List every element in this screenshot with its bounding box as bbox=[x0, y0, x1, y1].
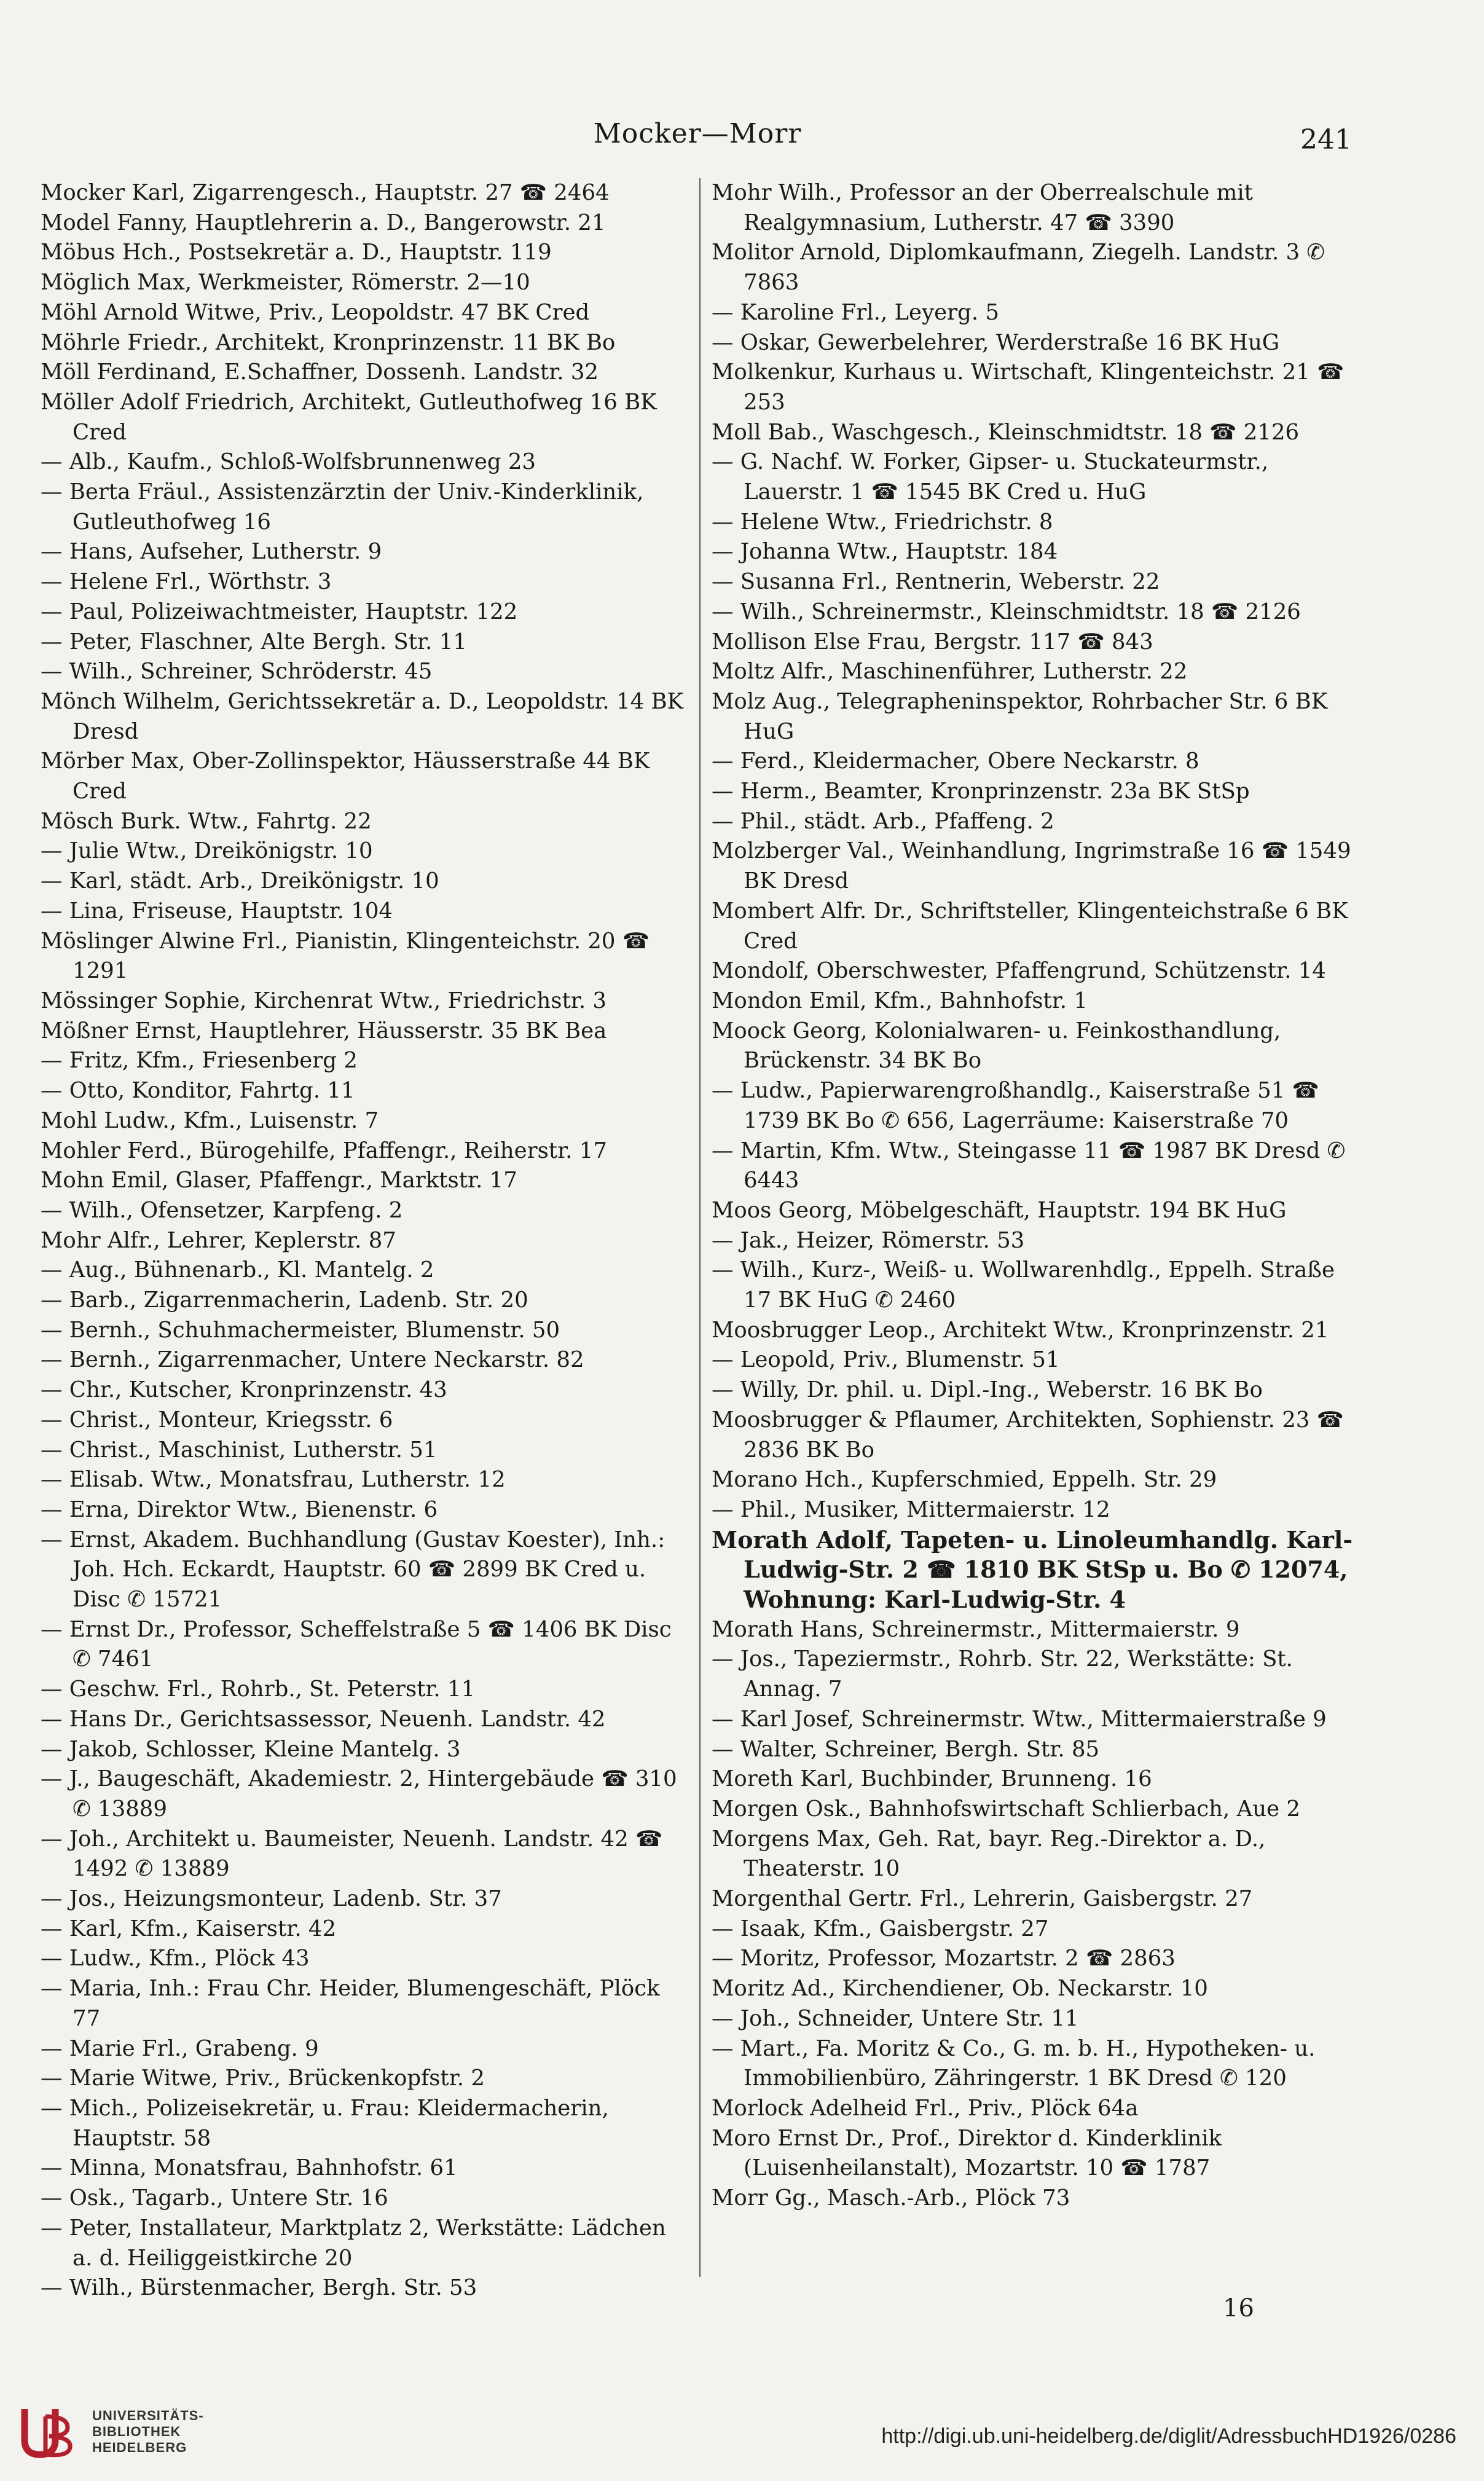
directory-entry: Mondon Emil, Kfm., Bahnhofstr. 1 bbox=[712, 988, 1088, 1013]
directory-entry: — Minna, Monatsfrau, Bahnhofstr. 61 bbox=[41, 2155, 458, 2181]
directory-entry: — G. Nachf. W. Forker, Gipser- u. Stuckateurmstr., Lauerstr. 1 ☎ 1545 BK Cred u. HuG bbox=[712, 449, 1269, 505]
directory-entry: Mohn Emil, Glaser, Pfaffengr., Marktstr. 17 bbox=[41, 1168, 517, 1193]
directory-entry: — Johanna Wtw., Hauptstr. 184 bbox=[712, 539, 1058, 565]
directory-entry: — Fritz, Kfm., Friesenberg 2 bbox=[41, 1048, 358, 1074]
directory-entry: Möhrle Friedr., Architekt, Kronprinzenstr. 11 BK Bo bbox=[41, 329, 616, 355]
directory-entry: Morgenthal Gertr. Frl., Lehrerin, Gaisbergstr. 27 bbox=[712, 1886, 1253, 1912]
left-column bbox=[41, 178, 699, 2301]
directory-entry: — Elisab. Wtw., Monatsfrau, Lutherstr. 12 bbox=[41, 1467, 506, 1493]
directory-entry: Moltz Alfr., Maschinenführer, Lutherstr. 22 bbox=[712, 659, 1188, 685]
directory-entry: — Ludw., Papierwarengroßhandlg., Kaiserstraße 51 ☎ 1739 BK Bo ✆ 656, Lagerräume: Kaiserstraße 70 bbox=[712, 1078, 1319, 1133]
directory-entry: Moll Bab., Waschgesch., Kleinschmidtstr. 18 ☎ 2126 bbox=[712, 419, 1300, 445]
directory-entry: Möll Ferdinand, E.Schaffner, Dossenh. Landstr. 32 bbox=[41, 360, 599, 385]
directory-entry: Model Fanny, Hauptlehrerin a. D., Bangerowstr. 21 bbox=[41, 210, 606, 235]
directory-entry: — Bernh., Schuhmachermeister, Blumenstr. 50 bbox=[41, 1317, 560, 1343]
source-url-link[interactable]: http://digi.ub.uni-heidelberg.de/diglit/AdressbuchHD1926/0286 bbox=[881, 2424, 1456, 2448]
directory-entry: — Jos., Tapeziermstr., Rohrb. Str. 22, Werkstätte: St. Annag. 7 bbox=[712, 1646, 1293, 1702]
page-header bbox=[43, 112, 1352, 161]
directory-entry: — Peter, Installateur, Marktplatz 2, Werkstätte: Lädchen a. d. Heiliggeistkirche 20 bbox=[41, 2215, 666, 2271]
directory-entry: — Wilh., Ofensetzer, Karpfeng. 2 bbox=[41, 1197, 403, 1223]
directory-entry: — Alb., Kaufm., Schloß-Wolfsbrunnenweg 23 bbox=[41, 449, 536, 475]
directory-entry: Morr Gg., Masch.-Arb., Plöck 73 bbox=[712, 2185, 1070, 2211]
directory-entry: — Mich., Polizeisekretär, u. Frau: Kleidermacherin, Hauptstr. 58 bbox=[41, 2096, 609, 2151]
directory-entry: — Osk., Tagarb., Untere Str. 16 bbox=[41, 2185, 388, 2211]
directory-entry: Morgen Osk., Bahnhofswirtschaft Schlierbach, Aue 2 bbox=[712, 1796, 1300, 1822]
directory-entry: — Martin, Kfm. Wtw., Steingasse 11 ☎ 1987 BK Dresd ✆ 6443 bbox=[712, 1138, 1346, 1193]
library-name-line: BIBLIOTHEK bbox=[92, 2424, 181, 2439]
page-number: 241 bbox=[1300, 124, 1352, 155]
directory-entry: Moosbrugger & Pflaumer, Architekten, Sophienstr. 23 ☎ 2836 BK Bo bbox=[712, 1407, 1344, 1463]
directory-entry: — Erna, Direktor Wtw., Bienenstr. 6 bbox=[41, 1496, 438, 1522]
directory-entry: — Bernh., Zigarrenmacher, Untere Neckarstr. 82 bbox=[41, 1347, 584, 1373]
directory-entry: — Wilh., Schreinermstr., Kleinschmidtstr. 18 ☎ 2126 bbox=[712, 599, 1301, 624]
directory-entry: — Mart., Fa. Moritz & Co., G. m. b. H., Hypotheken- u. Immobilienbüro, Zähringerstr. 1 BK Dresd ✆ 120 bbox=[712, 2035, 1316, 2091]
directory-entry: — J., Baugeschäft, Akademiestr. 2, Hintergebäude ☎ 310 ✆ 13889 bbox=[41, 1766, 677, 1822]
directory-entry: — Wilh., Schreiner, Schröderstr. 45 bbox=[41, 659, 433, 685]
directory-entry: — Marie Frl., Grabeng. 9 bbox=[41, 2035, 319, 2061]
directory-entry: — Paul, Polizeiwachtmeister, Hauptstr. 122 bbox=[41, 599, 518, 624]
directory-entry: Mohr Alfr., Lehrer, Keplerstr. 87 bbox=[41, 1227, 396, 1253]
sheet-signature: 16 bbox=[1223, 2294, 1254, 2322]
directory-entry: Molzberger Val., Weinhandlung, Ingrimstraße 16 ☎ 1549 BK Dresd bbox=[712, 838, 1351, 894]
directory-entry: Moritz Ad., Kirchendiener, Ob. Neckarstr. 10 bbox=[712, 1976, 1208, 2002]
directory-entry: — Walter, Schreiner, Bergh. Str. 85 bbox=[712, 1736, 1100, 1762]
directory-entry: — Wilh., Bürstenmacher, Bergh. Str. 53 bbox=[41, 2275, 477, 2301]
directory-entry: — Susanna Frl., Rentnerin, Weberstr. 22 bbox=[712, 569, 1160, 595]
directory-entry: — Christ., Monteur, Kriegsstr. 6 bbox=[41, 1407, 393, 1433]
directory-entry: — Wilh., Kurz-, Weiß- u. Wollwarenhdlg., Eppelh. Straße 17 BK HuG ✆ 2460 bbox=[712, 1257, 1335, 1313]
directory-entry: Mohl Ludw., Kfm., Luisenstr. 7 bbox=[41, 1107, 379, 1133]
university-library-logo-icon bbox=[12, 2398, 80, 2466]
directory-entry: Moreth Karl, Buchbinder, Brunneng. 16 bbox=[712, 1766, 1152, 1792]
library-name bbox=[92, 2408, 204, 2456]
directory-entry: — Hans Dr., Gerichtsassessor, Neuenh. Landstr. 42 bbox=[41, 1706, 606, 1732]
library-name-line: HEIDELBERG bbox=[92, 2440, 187, 2455]
directory-entry: — Moritz, Professor, Mozartstr. 2 ☎ 2863 bbox=[712, 1946, 1176, 1972]
directory-entry: — Jos., Heizungsmonteur, Ladenb. Str. 37 bbox=[41, 1886, 502, 1912]
directory-entry: — Jakob, Schlosser, Kleine Mantelg. 3 bbox=[41, 1736, 461, 1762]
directory-entry: Mörber Max, Ober-Zollinspektor, Häusserstraße 44 BK Cred bbox=[41, 749, 650, 804]
directory-entry: Molz Aug., Telegrapheninspektor, Rohrbacher Str. 6 BK HuG bbox=[712, 688, 1328, 744]
directory-entry: — Christ., Maschinist, Lutherstr. 51 bbox=[41, 1437, 438, 1463]
directory-entry: Möbus Hch., Postsekretär a. D., Hauptstr. 119 bbox=[41, 240, 552, 265]
directory-entry: Möller Adolf Friedrich, Architekt, Gutleuthofweg 16 BK Cred bbox=[41, 389, 657, 445]
directory-entry: — Leopold, Priv., Blumenstr. 51 bbox=[712, 1347, 1060, 1373]
directory-entry: — Joh., Architekt u. Baumeister, Neuenh. Landstr. 42 ☎ 1492 ✆ 13889 bbox=[41, 1826, 663, 1882]
directory-entry: Morgens Max, Geh. Rat, bayr. Reg.-Direktor a. D., Theaterstr. 10 bbox=[712, 1826, 1266, 1882]
directory-entry: — Karoline Frl., Leyerg. 5 bbox=[712, 299, 999, 325]
directory-entry: Mohler Ferd., Bürogehilfe, Pfaffengr., Reiherstr. 17 bbox=[41, 1138, 607, 1163]
directory-entry: — Isaak, Kfm., Gaisbergstr. 27 bbox=[712, 1916, 1049, 1941]
directory-entry: — Karl, städt. Arb., Dreikönigstr. 10 bbox=[41, 868, 439, 894]
directory-entry: — Ferd., Kleidermacher, Obere Neckarstr. 8 bbox=[712, 749, 1199, 774]
directory-entry: Molitor Arnold, Diplomkaufmann, Ziegelh. Landstr. 3 ✆ 7863 bbox=[712, 240, 1325, 296]
directory-entry: — Karl Josef, Schreinermstr. Wtw., Mittermaierstraße 9 bbox=[712, 1706, 1327, 1732]
directory-entry: — Jak., Heizer, Römerstr. 53 bbox=[712, 1227, 1025, 1253]
directory-entry: — Geschw. Frl., Rohrb., St. Peterstr. 11 bbox=[41, 1677, 476, 1702]
directory-entry: Mollison Else Frau, Bergstr. 117 ☎ 843 bbox=[712, 629, 1153, 655]
directory-entry: — Phil., Musiker, Mittermaierstr. 12 bbox=[712, 1496, 1110, 1522]
directory-entry: — Hans, Aufseher, Lutherstr. 9 bbox=[41, 539, 382, 565]
directory-entry: Moro Ernst Dr., Prof., Direktor d. Kinderklinik (Luisenheilanstalt), Mozartstr. 10 ☎ 1787 bbox=[712, 2125, 1222, 2181]
directory-entry: Mohr Wilh., Professor an der Oberrealschule mit Realgymnasium, Lutherstr. 47 ☎ 3390 bbox=[712, 180, 1253, 235]
directory-entry: — Willy, Dr. phil. u. Dipl.-Ing., Weberstr. 16 BK Bo bbox=[712, 1377, 1263, 1403]
directory-entry: Morath Hans, Schreinermstr., Mittermaierstr. 9 bbox=[712, 1616, 1240, 1642]
directory-entry: Mössinger Sophie, Kirchenrat Wtw., Friedrichstr. 3 bbox=[41, 988, 607, 1013]
directory-entry: Morlock Adelheid Frl., Priv., Plöck 64a bbox=[712, 2096, 1139, 2121]
directory-entry: — Ernst, Akadem. Buchhandlung (Gustav Koester), Inh.: Joh. Hch. Eckardt, Hauptstr. 60 ☎ 2899 BK Cred u. Disc ✆ 15721 bbox=[41, 1527, 665, 1613]
directory-entry: — Lina, Friseuse, Hauptstr. 104 bbox=[41, 898, 393, 924]
directory-entry: — Helene Frl., Wörthstr. 3 bbox=[41, 569, 332, 595]
directory-entry: Moos Georg, Möbelgeschäft, Hauptstr. 194 BK HuG bbox=[712, 1197, 1287, 1223]
directory-entry: — Julie Wtw., Dreikönigstr. 10 bbox=[41, 838, 373, 864]
running-head: Mocker—Morr bbox=[593, 118, 802, 149]
directory-entry: — Marie Witwe, Priv., Brückenkopfstr. 2 bbox=[41, 2066, 485, 2091]
directory-entry: — Berta Fräul., Assistenzärztin der Univ.-Kinderklinik, Gutleuthofweg 16 bbox=[41, 479, 644, 535]
directory-entry: Moock Georg, Kolonialwaren- u. Feinkosthandlung, Brückenstr. 34 BK Bo bbox=[712, 1018, 1281, 1074]
directory-entry: — Maria, Inh.: Frau Chr. Heider, Blumengeschäft, Plöck 77 bbox=[41, 1976, 660, 2031]
directory-entry: — Herm., Beamter, Kronprinzenstr. 23a BK StSp bbox=[712, 779, 1250, 804]
directory-entry: — Chr., Kutscher, Kronprinzenstr. 43 bbox=[41, 1377, 447, 1403]
directory-entry: Morath Adolf, Tapeten- u. Linoleumhandlg. Karl-Ludwig-Str. 2 ☎ 1810 BK StSp u. Bo ✆ 12074, Wohnung: Karl-Ludwig-Str. 4 bbox=[712, 1525, 1353, 1614]
directory-entry: Mösch Burk. Wtw., Fahrtg. 22 bbox=[41, 808, 372, 834]
directory-entry: — Karl, Kfm., Kaiserstr. 42 bbox=[41, 1916, 337, 1941]
directory-entry: Möhl Arnold Witwe, Priv., Leopoldstr. 47 BK Cred bbox=[41, 299, 590, 325]
directory-entry: — Phil., städt. Arb., Pfaffeng. 2 bbox=[712, 808, 1054, 834]
directory-entry: Möglich Max, Werkmeister, Römerstr. 2—10 bbox=[41, 270, 530, 296]
footer bbox=[0, 2391, 1484, 2481]
directory-entry: Möslinger Alwine Frl., Pianistin, Klingenteichstr. 20 ☎ 1291 bbox=[41, 928, 650, 984]
right-column bbox=[701, 178, 1362, 2277]
directory-entry: — Ludw., Kfm., Plöck 43 bbox=[41, 1946, 310, 1972]
directory-entry: — Oskar, Gewerbelehrer, Werderstraße 16 BK HuG bbox=[712, 329, 1280, 355]
directory-entry: — Otto, Konditor, Fahrtg. 11 bbox=[41, 1078, 355, 1104]
directory-entry: Mocker Karl, Zigarrengesch., Hauptstr. 27 ☎ 2464 bbox=[41, 180, 610, 205]
directory-columns bbox=[41, 178, 1362, 2301]
directory-entry: Moosbrugger Leop., Architekt Wtw., Kronprinzenstr. 21 bbox=[712, 1317, 1329, 1343]
directory-entry: — Aug., Bühnenarb., Kl. Mantelg. 2 bbox=[41, 1257, 434, 1283]
directory-entry: Mönch Wilhelm, Gerichtssekretär a. D., Leopoldstr. 14 BK Dresd bbox=[41, 688, 684, 744]
library-name-line: UNIVERSITÄTS- bbox=[92, 2408, 204, 2423]
directory-entry: Mondolf, Oberschwester, Pfaffengrund, Schützenstr. 14 bbox=[712, 958, 1326, 984]
directory-entry: Mößner Ernst, Hauptlehrer, Häusserstr. 35 BK Bea bbox=[41, 1018, 607, 1044]
directory-entry: — Ernst Dr., Professor, Scheffelstraße 5 ☎ 1406 BK Disc ✆ 7461 bbox=[41, 1616, 672, 1672]
directory-entry: Mombert Alfr. Dr., Schriftsteller, Klingenteichstraße 6 BK Cred bbox=[712, 898, 1348, 954]
directory-entry: — Peter, Flaschner, Alte Bergh. Str. 11 bbox=[41, 629, 467, 655]
directory-entry: — Joh., Schneider, Untere Str. 11 bbox=[712, 2005, 1079, 2031]
directory-entry: — Helene Wtw., Friedrichstr. 8 bbox=[712, 509, 1053, 535]
directory-entry: — Barb., Zigarrenmacherin, Ladenb. Str. 20 bbox=[41, 1288, 528, 1313]
directory-entry: Molkenkur, Kurhaus u. Wirtschaft, Klingenteichstr. 21 ☎ 253 bbox=[712, 360, 1345, 415]
directory-entry: Morano Hch., Kupferschmied, Eppelh. Str. 29 bbox=[712, 1467, 1217, 1493]
